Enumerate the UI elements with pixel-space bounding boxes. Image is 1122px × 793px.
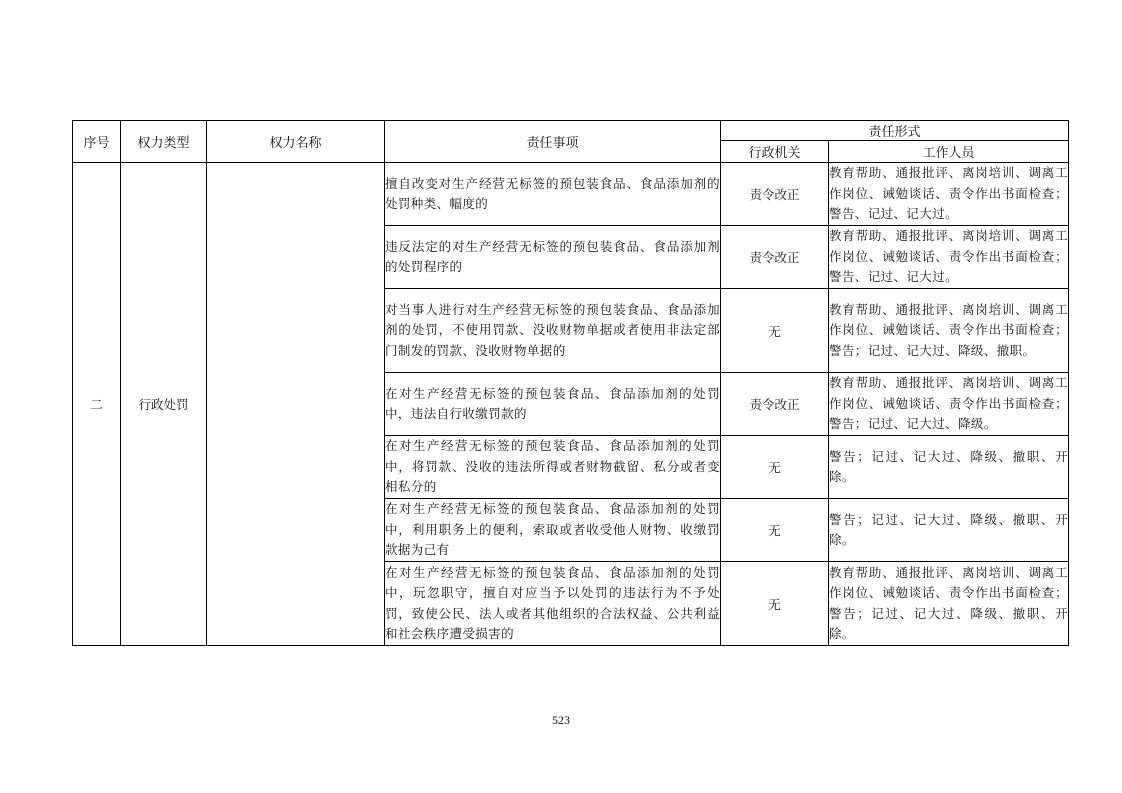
- table-row-matter: 擅自改变对生产经营无标签的预包装食品、食品添加剂的处罚种类、幅度的: [385, 163, 721, 226]
- header-agency: 行政机关: [721, 141, 829, 163]
- table-row-agency: 责令改正: [721, 226, 829, 289]
- table-row-agency: 责令改正: [721, 373, 829, 436]
- table-row-matter: 在对生产经营无标签的预包装食品、食品添加剂的处罚中，利用职务上的便利，索取或者收受他人财物、收缴罚款据为己有: [385, 499, 721, 562]
- group-power-name: [207, 163, 385, 646]
- group-seq: 二: [73, 163, 121, 646]
- table-row-matter: 在对生产经营无标签的预包装食品、食品添加剂的处罚中，违法自行收缴罚款的: [385, 373, 721, 436]
- table-row-matter: 在对生产经营无标签的预包装食品、食品添加剂的处罚中，将罚款、没收的违法所得或者财物截留、私分或者变相私分的: [385, 436, 721, 499]
- table-row-matter: 对当事人进行对生产经营无标签的预包装食品、食品添加剂的处罚，不使用罚款、没收财物单据或者使用非法定部门制发的罚款、没收财物单据的: [385, 289, 721, 373]
- table-row-matter: 在对生产经营无标签的预包装食品、食品添加剂的处罚中，玩忽职守，擅自对应当予以处罚的违法行为不予处罚，致使公民、法人或者其他组织的合法权益、公共利益和社会秩序遭受损害的: [385, 562, 721, 646]
- table-row-matter: 违反法定的对生产经营无标签的预包装食品、食品添加剂的处罚程序的: [385, 226, 721, 289]
- table-row-staff: 警告；记过、记大过、降级、撤职、开除。: [829, 436, 1069, 499]
- table-row-agency: 无: [721, 436, 829, 499]
- table-row-staff: 警告；记过、记大过、降级、撤职、开除。: [829, 499, 1069, 562]
- table-row-staff: 教育帮助、通报批评、离岗培训、调离工作岗位、诫勉谈话、责令作出书面检查；警告；记过、记大过、降级。: [829, 373, 1069, 436]
- page-number: 523: [552, 713, 570, 727]
- header-matter: 责任事项: [385, 121, 721, 163]
- group-power-type: 行政处罚: [121, 163, 207, 646]
- table-row-staff: 教育帮助、通报批评、离岗培训、调离工作岗位、诫勉谈话、责令作出书面检查；警告、记过、记大过。: [829, 163, 1069, 226]
- table-row-agency: 责令改正: [721, 163, 829, 226]
- table-row-agency: 无: [721, 499, 829, 562]
- table-row-staff: 教育帮助、通报批评、离岗培训、调离工作岗位、诫勉谈话、责令作出书面检查；警告；记过、记大过、降级、撤职。: [829, 289, 1069, 373]
- table-row-agency: 无: [721, 289, 829, 373]
- table-row-staff: 教育帮助、通报批评、离岗培训、调离工作岗位、诫勉谈话、责令作出书面检查；警告、记过、记大过。: [829, 226, 1069, 289]
- responsibility-table: [72, 120, 1069, 646]
- header-form: 责任形式: [721, 121, 1069, 141]
- table-row-agency: 无: [721, 562, 829, 646]
- header-power-name: 权力名称: [207, 121, 385, 163]
- header-seq: 序号: [73, 121, 121, 163]
- header-power-type: 权力类型: [121, 121, 207, 163]
- table-row-staff: 教育帮助、通报批评、离岗培训、调离工作岗位、诫勉谈话、责令作出书面检查；警告；记过、记大过、降级、撤职、开除。: [829, 562, 1069, 646]
- header-staff: 工作人员: [829, 141, 1069, 163]
